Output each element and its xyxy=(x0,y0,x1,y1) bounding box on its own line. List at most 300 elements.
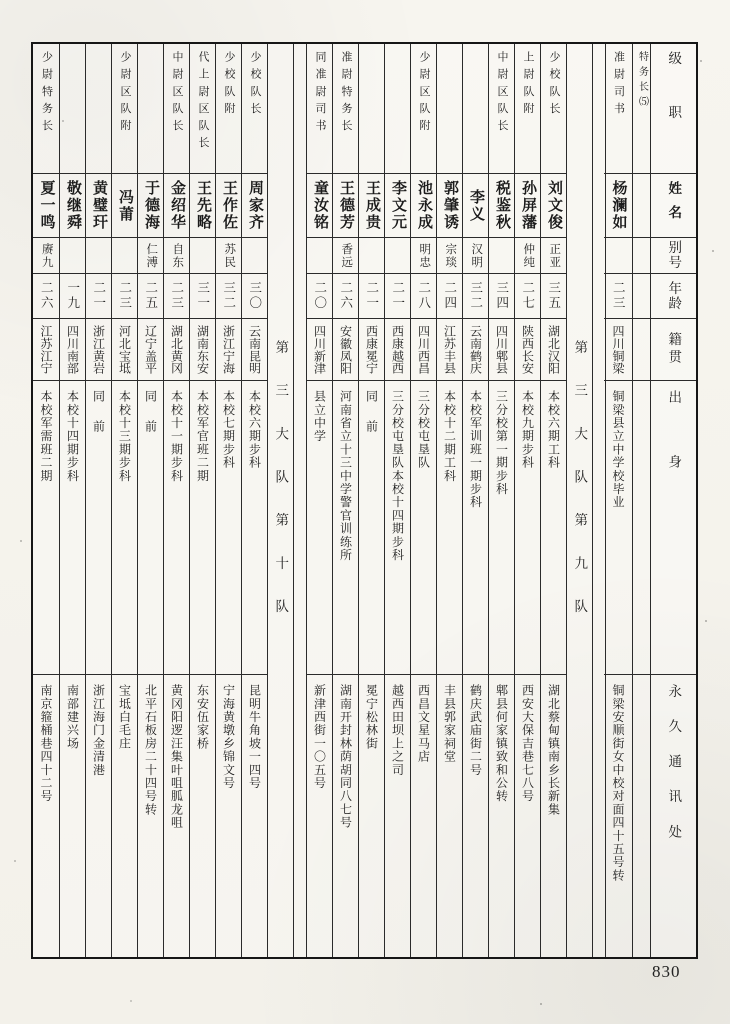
name-cell xyxy=(333,174,358,238)
background-cell xyxy=(541,381,566,675)
legend-cell-6-text: 永久通讯处 xyxy=(666,684,682,860)
person-column xyxy=(410,44,436,957)
background-cell-text: 本校六期步科 xyxy=(247,390,262,470)
legend-cell-4 xyxy=(651,319,696,381)
alias-cell-text: 仁溥 xyxy=(145,242,158,269)
alias-cell-text: 明忠 xyxy=(418,242,431,269)
alias-cell xyxy=(307,238,332,274)
age-cell-text: 三五 xyxy=(546,281,561,311)
rank-cell xyxy=(633,44,650,174)
age-cell-text: 二三 xyxy=(169,281,184,311)
background-cell-text: 本校军训班一期步科 xyxy=(468,390,483,509)
age-cell-text: 三〇 xyxy=(247,281,262,311)
background-cell xyxy=(216,381,241,675)
background-cell-text: 本校十一期步科 xyxy=(169,390,184,483)
rank-cell xyxy=(138,44,163,174)
legend-cell-5 xyxy=(651,381,696,675)
native-place-cell-text: 陕西长安 xyxy=(520,324,535,375)
age-cell-text: 二三 xyxy=(611,281,626,311)
background-cell-text: 本校十四期步科 xyxy=(65,390,80,483)
background-cell xyxy=(359,381,384,675)
person-column xyxy=(436,44,462,957)
age-cell-text: 二一 xyxy=(364,281,379,311)
native-place-cell-text: 浙江宁海 xyxy=(221,324,236,375)
native-place-cell xyxy=(359,319,384,381)
age-cell xyxy=(190,274,215,319)
native-place-cell-text: 江苏丰县 xyxy=(442,324,457,375)
legend-cell-3 xyxy=(651,274,696,319)
legend-cell-1 xyxy=(651,174,696,238)
person-column xyxy=(462,44,488,957)
alias-cell xyxy=(86,238,111,274)
rank-cell xyxy=(541,44,566,174)
rank-cell-text: 中尉区队长 xyxy=(171,51,183,137)
background-cell-text: 本校军官班二期 xyxy=(195,390,210,483)
name-cell xyxy=(86,174,111,238)
age-cell xyxy=(359,274,384,319)
name-cell xyxy=(385,174,410,238)
address-cell-text: 浙江海门金清港 xyxy=(91,684,106,777)
name-cell xyxy=(411,174,436,238)
address-cell xyxy=(138,675,163,957)
background-cell xyxy=(515,381,540,675)
rank-cell xyxy=(359,44,384,174)
person-column xyxy=(33,44,59,957)
name-cell xyxy=(515,174,540,238)
address-cell-text: 越西田坝上之司 xyxy=(390,684,405,777)
page-number: 830 xyxy=(652,962,681,981)
native-place-cell-text: 四川新津 xyxy=(312,324,327,375)
legend-column xyxy=(650,44,696,957)
native-place-cell xyxy=(604,319,632,381)
native-place-cell xyxy=(216,319,241,381)
address-cell xyxy=(33,675,59,957)
alias-cell xyxy=(604,238,632,274)
rank-cell-text: 少尉区队附 xyxy=(418,51,430,137)
native-place-cell xyxy=(437,319,462,381)
native-place-cell xyxy=(112,319,137,381)
native-place-cell-text: 湖南东安 xyxy=(195,324,210,375)
native-place-cell-text: 河北宝坻 xyxy=(117,324,132,375)
native-place-cell xyxy=(33,319,59,381)
rank-cell-text: 上尉队附 xyxy=(522,51,534,120)
rank-cell xyxy=(333,44,358,174)
alias-cell xyxy=(33,238,59,274)
age-cell-text: 三二 xyxy=(468,281,483,311)
name-cell xyxy=(216,174,241,238)
name-cell-text: 黄璧玕 xyxy=(91,180,107,231)
empty-cell xyxy=(633,319,650,381)
address-cell xyxy=(333,675,358,957)
section-title-text: 第三大队第十队 xyxy=(273,340,289,643)
native-place-cell xyxy=(86,319,111,381)
background-cell xyxy=(333,381,358,675)
age-cell xyxy=(411,274,436,319)
rank-cell xyxy=(112,44,137,174)
name-cell xyxy=(359,174,384,238)
address-cell-text: 西安大保吉巷七八号 xyxy=(520,684,535,803)
address-cell xyxy=(515,675,540,957)
address-cell xyxy=(164,675,189,957)
name-cell-text: 杨澜如 xyxy=(610,180,627,231)
background-cell-text: 河南省立十三中学警官训练所 xyxy=(338,390,353,562)
background-cell xyxy=(112,381,137,675)
background-cell xyxy=(86,381,111,675)
person-column xyxy=(215,44,241,957)
person-column xyxy=(85,44,111,957)
age-cell xyxy=(437,274,462,319)
name-cell-text: 敬继舜 xyxy=(65,180,81,231)
rank-cell-text: 少校队长 xyxy=(249,51,261,120)
background-cell xyxy=(164,381,189,675)
background-cell xyxy=(33,381,59,675)
age-cell-text: 二四 xyxy=(442,281,457,311)
age-cell-text: 二三 xyxy=(117,281,132,311)
legend-cell-6 xyxy=(651,675,696,957)
background-cell xyxy=(190,381,215,675)
address-cell xyxy=(411,675,436,957)
address-cell-text: 冕宁松林街 xyxy=(364,684,379,750)
name-cell-text: 周家齐 xyxy=(247,180,263,231)
rank-cell-text: 代上尉区队长 xyxy=(197,51,209,154)
empty-cell xyxy=(633,238,650,274)
alias-cell-text: 苏民 xyxy=(223,242,236,269)
person-column xyxy=(605,44,650,957)
native-place-cell-text: 四川郫县 xyxy=(494,324,509,375)
native-place-cell xyxy=(411,319,436,381)
address-cell xyxy=(86,675,111,957)
rank-cell-text: 少尉特务长 xyxy=(40,51,53,137)
name-cell-text: 金绍华 xyxy=(169,180,185,231)
background-cell xyxy=(463,381,488,675)
person-column xyxy=(189,44,215,957)
alias-cell xyxy=(138,238,163,274)
rank-cell xyxy=(33,44,59,174)
alias-cell xyxy=(541,238,566,274)
address-cell-text: 丰县郭家祠堂 xyxy=(442,684,457,764)
native-place-cell xyxy=(242,319,267,381)
address-cell xyxy=(463,675,488,957)
age-cell xyxy=(33,274,59,319)
legend-cell-3-text: 年龄 xyxy=(666,280,682,312)
alias-cell xyxy=(60,238,85,274)
background-cell-text: 三分校屯垦队本校十四期步科 xyxy=(390,390,405,562)
name-cell xyxy=(604,174,632,238)
age-cell xyxy=(86,274,111,319)
address-cell-text: 鹤庆武庙街二号 xyxy=(468,684,483,777)
legend-cell-0 xyxy=(651,44,696,174)
address-cell xyxy=(190,675,215,957)
address-cell xyxy=(112,675,137,957)
background-cell-text: 本校九期步科 xyxy=(520,390,535,470)
rank-cell xyxy=(164,44,189,174)
person-column xyxy=(358,44,384,957)
age-cell-text: 二〇 xyxy=(312,281,327,311)
paper-noise xyxy=(0,0,2,2)
legend-cell-4-text: 籍贯 xyxy=(666,331,682,368)
rank-cell xyxy=(385,44,410,174)
address-cell xyxy=(541,675,566,957)
person-column xyxy=(514,44,540,957)
background-cell xyxy=(604,381,632,675)
alias-cell xyxy=(463,238,488,274)
background-cell-text: 本校十二期工科 xyxy=(442,390,457,483)
age-cell-text: 二六 xyxy=(39,281,54,311)
name-cell xyxy=(541,174,566,238)
rank-cell xyxy=(489,44,514,174)
legend-cell-1-text: 姓名 xyxy=(666,181,682,230)
alias-cell xyxy=(164,238,189,274)
address-cell-text: 西昌文星马店 xyxy=(416,684,431,764)
rank-cell-text: 特务长⑸ xyxy=(636,51,648,111)
name-cell-text: 李文元 xyxy=(390,180,406,231)
native-place-cell-text: 西康越西 xyxy=(390,324,405,375)
age-cell-text: 三四 xyxy=(494,281,509,311)
rank-cell-text: 少校队长 xyxy=(548,51,560,120)
address-cell xyxy=(242,675,267,957)
background-cell xyxy=(242,381,267,675)
age-cell xyxy=(307,274,332,319)
alias-cell-text: 正亚 xyxy=(548,242,561,269)
age-cell xyxy=(60,274,85,319)
rank-cell xyxy=(411,44,436,174)
alias-cell xyxy=(216,238,241,274)
alias-cell xyxy=(333,238,358,274)
age-cell-text: 一九 xyxy=(65,281,80,311)
native-place-cell-text: 浙江黄岩 xyxy=(91,324,106,375)
person-column xyxy=(111,44,137,957)
rank-cell xyxy=(86,44,111,174)
address-cell xyxy=(489,675,514,957)
rank-cell xyxy=(515,44,540,174)
empty-cell xyxy=(633,274,650,319)
native-place-cell xyxy=(138,319,163,381)
roster-table xyxy=(31,42,698,959)
background-cell xyxy=(385,381,410,675)
address-cell-text: 郫县何家镇致和公转 xyxy=(494,684,509,803)
age-cell-text: 二八 xyxy=(416,281,431,311)
background-cell-text: 铜梁县立中学校毕业 xyxy=(611,390,625,509)
person-column xyxy=(306,44,332,957)
person-column xyxy=(332,44,358,957)
native-place-cell xyxy=(541,319,566,381)
name-cell-text: 郭肇诱 xyxy=(442,180,458,231)
address-cell-text: 昆明牛角坡一四号 xyxy=(247,684,262,790)
age-cell xyxy=(164,274,189,319)
name-cell-text: 王作佐 xyxy=(221,180,237,231)
native-place-cell xyxy=(463,319,488,381)
name-cell xyxy=(60,174,85,238)
alias-cell xyxy=(489,238,514,274)
age-cell-text: 二七 xyxy=(520,281,535,311)
rank-cell-text: 少校队附 xyxy=(223,51,235,120)
name-cell-text: 冯莆 xyxy=(117,188,133,223)
background-cell xyxy=(411,381,436,675)
section-title xyxy=(268,44,293,957)
native-place-cell-text: 辽宁盖平 xyxy=(143,324,158,375)
address-cell-text: 北平石板房二十四号转 xyxy=(143,684,158,816)
native-place-cell-text: 湖北汉阳 xyxy=(546,324,561,375)
empty-cell xyxy=(633,675,650,957)
empty-cell xyxy=(633,174,650,238)
address-cell xyxy=(359,675,384,957)
alias-cell-text: 香远 xyxy=(340,242,353,269)
rank-cell-text: 同准尉司书 xyxy=(314,51,326,137)
background-cell xyxy=(489,381,514,675)
rank-cell-text: 少尉区队附 xyxy=(119,51,131,137)
age-cell xyxy=(463,274,488,319)
name-cell-text: 税鉴秋 xyxy=(494,180,510,231)
legend-cell-2 xyxy=(651,238,696,274)
address-cell-text: 南部建兴场 xyxy=(65,684,80,750)
person-column xyxy=(163,44,189,957)
native-place-cell-text: 西康冕宁 xyxy=(364,324,379,375)
background-cell xyxy=(437,381,462,675)
native-place-cell xyxy=(60,319,85,381)
background-cell xyxy=(138,381,163,675)
age-cell-text: 三二 xyxy=(221,281,236,311)
name-cell xyxy=(437,174,462,238)
section-column xyxy=(267,44,293,957)
rank-cell xyxy=(604,44,632,174)
empty-cell xyxy=(633,381,650,675)
native-place-cell-text: 江苏江宁 xyxy=(39,324,53,375)
alias-cell xyxy=(112,238,137,274)
address-cell xyxy=(60,675,85,957)
name-cell xyxy=(138,174,163,238)
person-column xyxy=(241,44,267,957)
section-column xyxy=(566,44,592,957)
address-cell-text: 湖南开封林荫胡同八七号 xyxy=(338,684,353,830)
age-cell-text: 二一 xyxy=(390,281,405,311)
age-cell-text: 二六 xyxy=(338,281,353,311)
name-cell-text: 王德芳 xyxy=(338,180,354,231)
age-cell-text: 二五 xyxy=(143,281,158,311)
background-cell-text: 本校六期工科 xyxy=(546,390,561,470)
age-cell xyxy=(216,274,241,319)
address-cell xyxy=(307,675,332,957)
age-cell xyxy=(385,274,410,319)
rank-cell xyxy=(216,44,241,174)
background-cell-text: 本校七期步科 xyxy=(221,390,236,470)
rank-cell-text: 准尉特务长 xyxy=(340,51,352,137)
native-place-cell xyxy=(307,319,332,381)
address-cell-text: 南京箍桶巷四十二号 xyxy=(39,684,53,803)
background-cell-text: 县立中学 xyxy=(312,390,327,443)
alias-cell-text: 赓九 xyxy=(40,242,53,269)
name-cell-text: 孙屏藩 xyxy=(520,180,536,231)
person-column xyxy=(540,44,566,957)
native-place-cell-text: 四川铜梁 xyxy=(611,324,625,375)
rank-cell xyxy=(190,44,215,174)
address-cell-text: 宁海黄墩乡锦文号 xyxy=(221,684,236,790)
native-place-cell-text: 云南昆明 xyxy=(247,324,262,375)
spacer-column xyxy=(293,44,306,957)
alias-cell xyxy=(359,238,384,274)
address-cell-text: 湖北蔡甸镇南乡长新集 xyxy=(546,684,561,816)
background-cell xyxy=(307,381,332,675)
rank-cell xyxy=(60,44,85,174)
legend-cell-0-text: 级职 xyxy=(666,51,682,159)
name-cell-text: 池永成 xyxy=(416,180,432,231)
alias-cell xyxy=(190,238,215,274)
rank-cell xyxy=(242,44,267,174)
address-cell-text: 新津西街一〇五号 xyxy=(312,684,327,790)
native-place-cell-text: 安徽凤阳 xyxy=(338,324,353,375)
address-cell xyxy=(385,675,410,957)
alias-cell-text: 汉明 xyxy=(470,242,483,269)
name-cell xyxy=(463,174,488,238)
background-cell-text: 三分校第一期步科 xyxy=(494,390,509,496)
age-cell-text: 二一 xyxy=(91,281,106,311)
name-cell xyxy=(33,174,59,238)
rank-cell xyxy=(463,44,488,174)
native-place-cell xyxy=(164,319,189,381)
person-column xyxy=(384,44,410,957)
alias-cell xyxy=(515,238,540,274)
name-cell xyxy=(164,174,189,238)
age-cell xyxy=(515,274,540,319)
background-cell-text: 同前 xyxy=(364,390,379,450)
rank-cell xyxy=(307,44,332,174)
age-cell xyxy=(112,274,137,319)
age-cell xyxy=(604,274,632,319)
native-place-cell xyxy=(333,319,358,381)
name-cell-text: 童汝铭 xyxy=(312,180,328,231)
name-cell xyxy=(489,174,514,238)
alias-cell xyxy=(437,238,462,274)
alias-cell xyxy=(242,238,267,274)
address-cell-text: 东安伍家桥 xyxy=(195,684,210,750)
name-cell-text: 李义 xyxy=(468,188,484,223)
native-place-cell xyxy=(515,319,540,381)
address-cell-text: 黄冈阳逻汪集叶咀胍龙咀 xyxy=(169,684,184,830)
age-cell xyxy=(489,274,514,319)
alias-cell-text: 宗琰 xyxy=(444,242,457,269)
name-cell-text: 王先略 xyxy=(195,180,211,231)
background-cell-text: 同前 xyxy=(143,390,158,450)
background-cell-text: 三分校屯垦队 xyxy=(416,390,431,470)
native-place-cell-text: 四川西昌 xyxy=(416,324,431,375)
legend-cell-2-text: 别号 xyxy=(666,240,682,271)
age-cell-text: 三一 xyxy=(195,281,210,311)
alias-cell xyxy=(411,238,436,274)
name-cell-text: 夏一鸣 xyxy=(38,180,55,231)
age-cell xyxy=(242,274,267,319)
address-cell xyxy=(437,675,462,957)
native-place-cell xyxy=(489,319,514,381)
address-cell xyxy=(216,675,241,957)
native-place-cell-text: 四川南部 xyxy=(65,324,80,375)
age-cell xyxy=(138,274,163,319)
person-column xyxy=(59,44,85,957)
native-place-cell xyxy=(385,319,410,381)
section-title-text: 第三大队第九队 xyxy=(572,340,588,643)
name-cell xyxy=(307,174,332,238)
rank-sub-column xyxy=(632,44,650,957)
alias-cell-text: 自东 xyxy=(171,242,184,269)
native-place-cell-text: 湖北黄冈 xyxy=(169,324,184,375)
age-cell xyxy=(541,274,566,319)
native-place-cell xyxy=(190,319,215,381)
rank-cell-text: 准尉司书 xyxy=(612,51,625,120)
name-cell-text: 于德海 xyxy=(143,180,159,231)
rank-cell-text: 中尉区队长 xyxy=(496,51,508,137)
name-cell xyxy=(242,174,267,238)
person-column xyxy=(488,44,514,957)
background-cell-text: 本校十三期步科 xyxy=(117,390,132,483)
native-place-cell-text: 云南鹤庆 xyxy=(468,324,483,375)
